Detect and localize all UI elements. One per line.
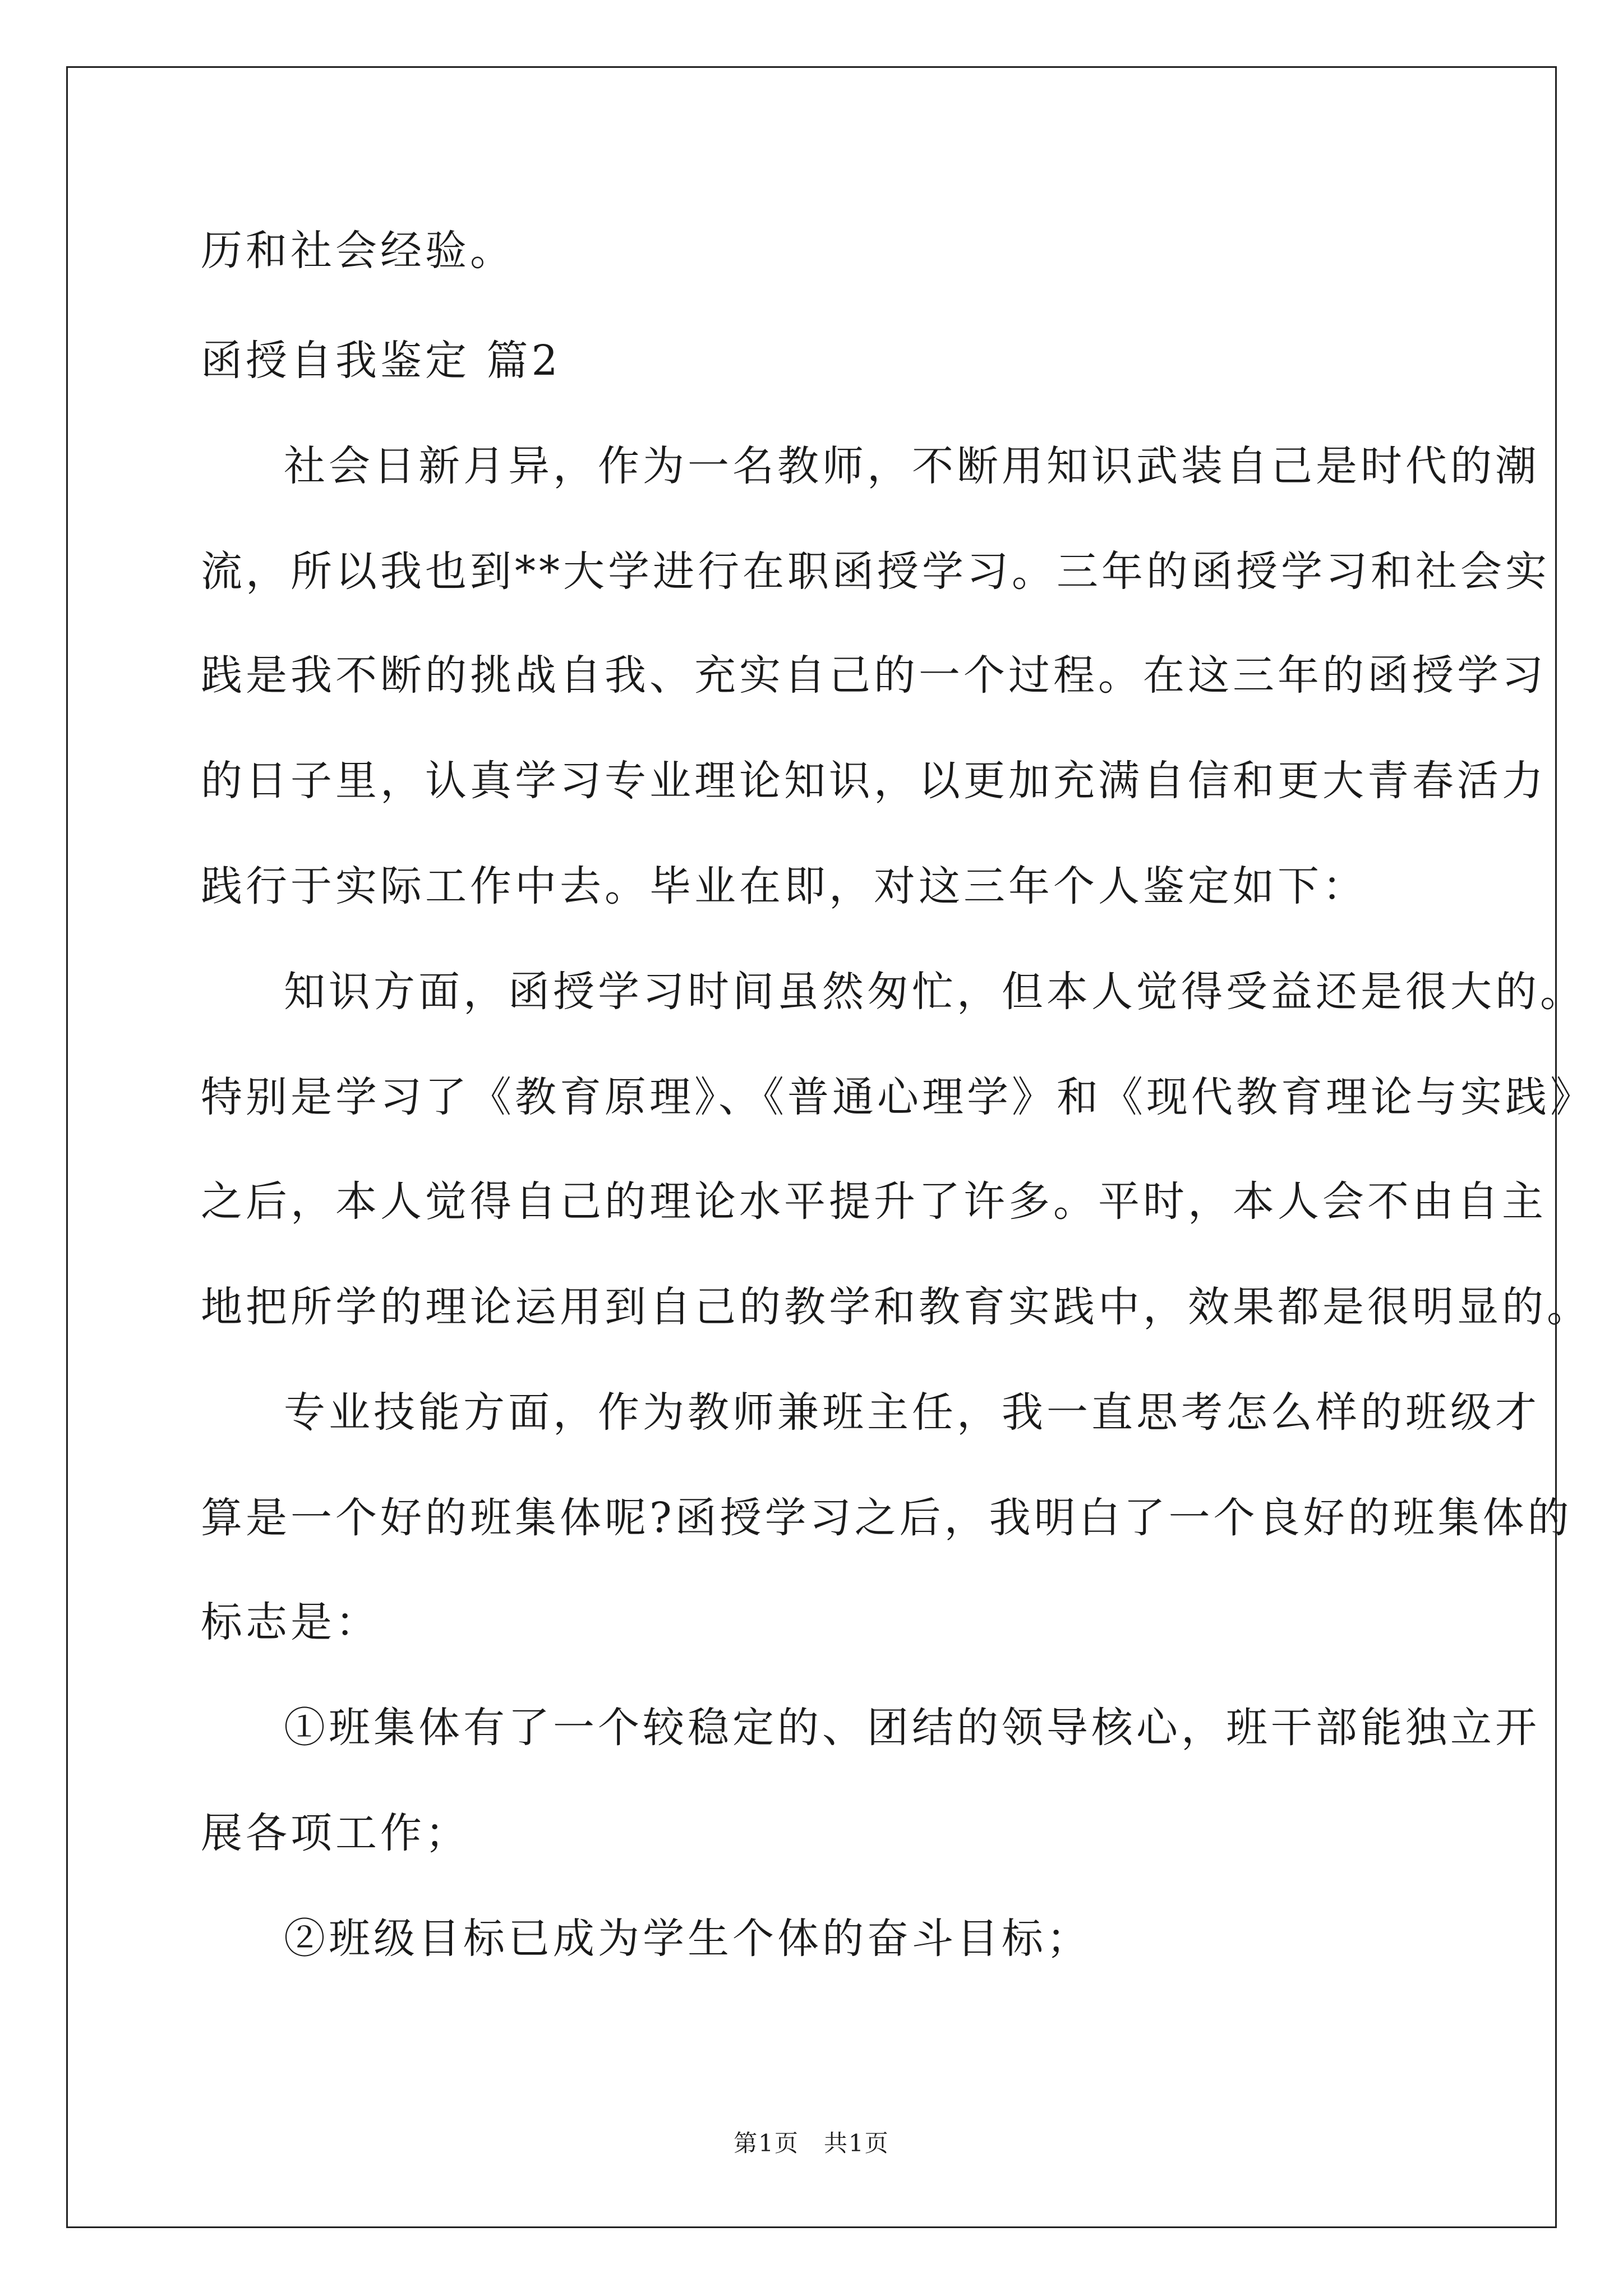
paragraph-line: 流，所以我也到**大学进行在职函授学习。三年的函授学习和社会实 bbox=[201, 547, 1550, 596]
text-line-continuation: 历和社会经验。 bbox=[201, 227, 515, 275]
paragraph-line: 的日子里，认真学习专业理论知识，以更加充满自信和更大青春活力 bbox=[201, 757, 1547, 805]
paragraph-line: 之后，本人觉得自己的理论水平提升了许多。平时，本人会不由自主 bbox=[201, 1177, 1547, 1226]
paragraph-line: 社会日新月异，作为一名教师，不断用知识武装自己是时代的潮 bbox=[284, 442, 1540, 490]
section-heading: 函授自我鉴定 篇2 bbox=[201, 337, 561, 385]
paragraph-line: 知识方面，函授学习时间虽然匆忙，但本人觉得受益还是很大的。 bbox=[284, 968, 1585, 1016]
page-border bbox=[66, 66, 1557, 2228]
list-item-line: 展各项工作； bbox=[201, 1809, 470, 1857]
paragraph-line: 算是一个好的班集体呢?函授学习之后，我明白了一个良好的班集体的 bbox=[201, 1494, 1573, 1542]
paragraph-line: 践行于实际工作中去。毕业在即，对这三年个人鉴定如下： bbox=[201, 862, 1367, 910]
paragraph-line: 标志是： bbox=[201, 1598, 380, 1646]
page-footer: 第1页 共1页 bbox=[734, 2129, 889, 2157]
paragraph-line: 地把所学的理论运用到自己的教学和教育实践中，效果都是很明显的。 bbox=[201, 1283, 1592, 1331]
list-item-line: ②班级目标已成为学生个体的奋斗目标； bbox=[284, 1915, 1091, 1963]
paragraph-line: 专业技能方面，作为教师兼班主任，我一直思考怎么样的班级才 bbox=[284, 1388, 1540, 1437]
paragraph-line: 践是我不断的挑战自我、充实自己的一个过程。在这三年的函授学习 bbox=[201, 651, 1547, 700]
paragraph-line: 特别是学习了《教育原理》、《普通心理学》和《现代教育理论与实践》 bbox=[201, 1073, 1595, 1121]
list-item-line: ①班集体有了一个较稳定的、团结的领导核心，班干部能独立开 bbox=[284, 1704, 1540, 1752]
